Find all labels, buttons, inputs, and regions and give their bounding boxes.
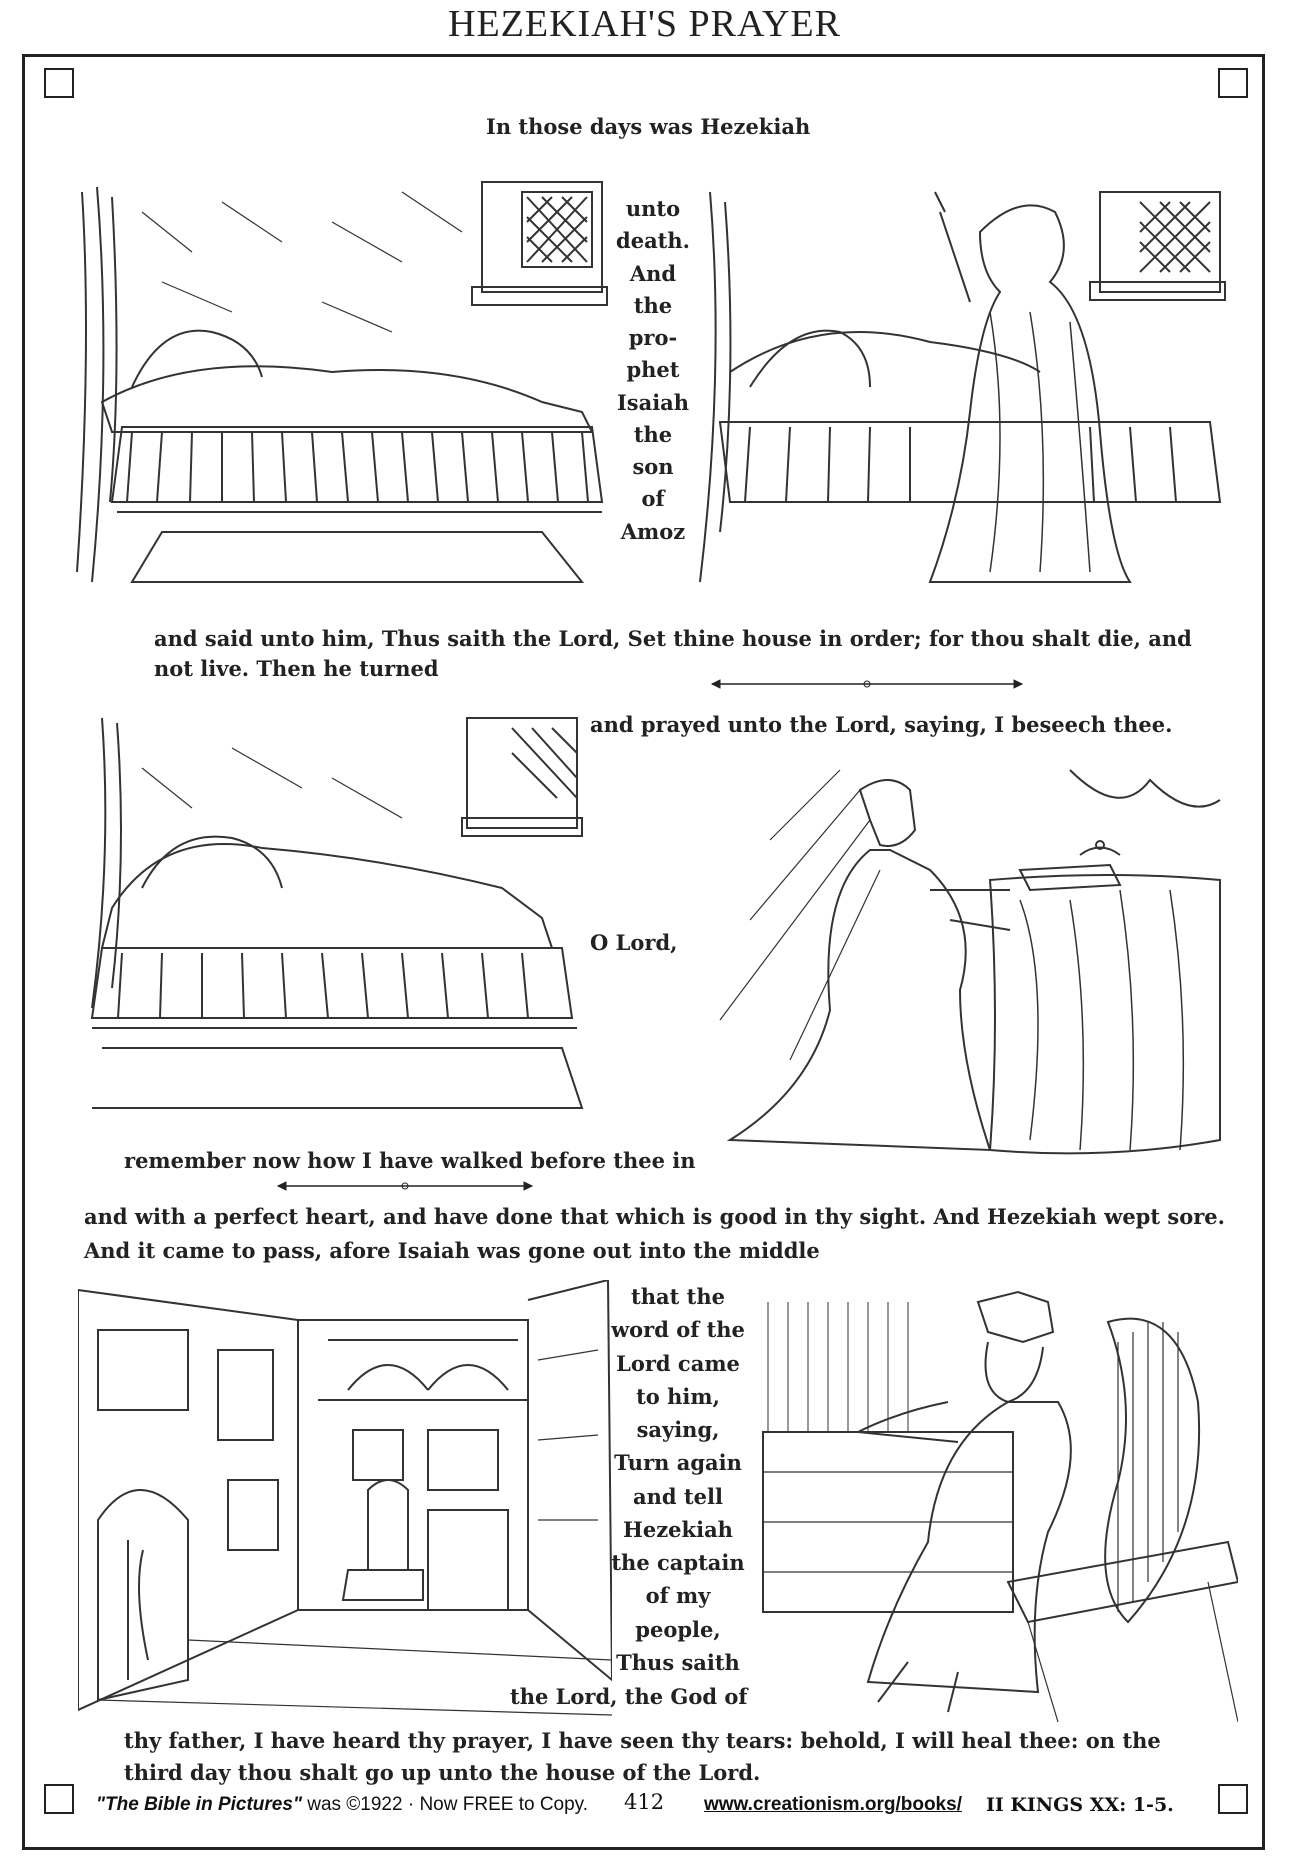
text-line-4: and prayed unto the Lord, saying, I beseech thee. [590, 712, 1173, 737]
footer-book-title: "The Bible in Pictures" [96, 1794, 302, 1815]
corner-ornament-bottom-left [44, 1784, 74, 1814]
text-line-7: and with a perfect heart, and have done that which is good in thy sight. And Hezekiah wept sore. [84, 1204, 1225, 1229]
column2-line: that the [631, 1284, 725, 1309]
illustration-hezekiah-sick-in-bed [72, 172, 612, 592]
column1-word: phet [626, 357, 680, 383]
column2-line: to him, [636, 1383, 720, 1409]
text-line-5: O Lord, [590, 930, 678, 955]
footer-copyright: was ©1922 · Now FREE to Copy. [301, 1794, 589, 1815]
text-line-1: In those days was Hezekiah [486, 114, 811, 139]
column2-line: saying, [636, 1417, 720, 1442]
column2-line: Hezekiah [623, 1516, 733, 1542]
column1-word: And [629, 260, 677, 286]
column1-word: unto [625, 196, 681, 221]
illustration-isaiah-at-bedside [690, 172, 1230, 592]
text-column-2 [598, 1284, 758, 1676]
footer-page-number: 412 [624, 1790, 665, 1814]
footer-scripture-reference: II KINGS XX: 1-5. [986, 1794, 1174, 1816]
footer-url-separator: / [895, 1794, 901, 1815]
column2-line: the captain [611, 1550, 745, 1575]
text-line-6: remember now how I have walked before thee in [124, 1148, 696, 1173]
footer-url-books: books [900, 1794, 957, 1815]
text-column-1 [608, 196, 698, 545]
column1-word: of [641, 486, 665, 512]
column1-word: son [632, 454, 674, 479]
column1-word: death. [616, 228, 690, 254]
column2-line: Turn again [614, 1450, 742, 1476]
column1-word: the [633, 292, 673, 318]
footer-url-main: www.creationism.org [704, 1794, 896, 1815]
illustration-king-with-harp [758, 1282, 1238, 1722]
corner-ornament-top-right [1218, 68, 1248, 98]
column2-line: and tell [633, 1483, 723, 1509]
column2-line: word of the [611, 1317, 745, 1343]
corner-ornament-top-left [44, 68, 74, 98]
footer-url-end: / [956, 1794, 962, 1815]
footer-url[interactable] [704, 1794, 962, 1816]
column2-line: Thus saith [616, 1649, 740, 1675]
text-line-9: thy father, I have heard thy prayer, I have seen thy tears: behold, I will heal thee: on the [124, 1728, 1161, 1753]
footer-credit [96, 1794, 588, 1816]
column1-word: Amoz [620, 518, 686, 544]
text-line-2: and said unto him, Thus saith the Lord, Set thine house in order; for thou shalt die, and [154, 626, 1192, 651]
text-line-10: third day thou shalt go up unto the house of the Lord. [124, 1760, 761, 1785]
column1-word: pro- [628, 325, 678, 350]
ornamental-divider-1 [702, 678, 1032, 690]
illustration-hezekiah-kneeling-in-prayer [690, 760, 1230, 1160]
column2-line: people, [635, 1616, 721, 1642]
illustration-palace-courtyard [78, 1280, 612, 1720]
text-line-3: not live. Then he turned [154, 656, 439, 681]
column2-line: Lord came [616, 1350, 740, 1376]
column1-word: the [633, 421, 673, 447]
column1-word: Isaiah [616, 389, 690, 415]
corner-ornament-bottom-right [1218, 1784, 1248, 1814]
column2-line: of my [645, 1583, 711, 1609]
illustration-hezekiah-turns-to-wall [82, 708, 588, 1118]
column2-last-line: the Lord, the God of [510, 1684, 748, 1709]
text-line-8: And it came to pass, afore Isaiah was gone out into the middle [84, 1238, 820, 1263]
page-title: HEZEKIAH'S PRAYER [448, 3, 841, 45]
ornamental-divider-2 [270, 1180, 540, 1192]
